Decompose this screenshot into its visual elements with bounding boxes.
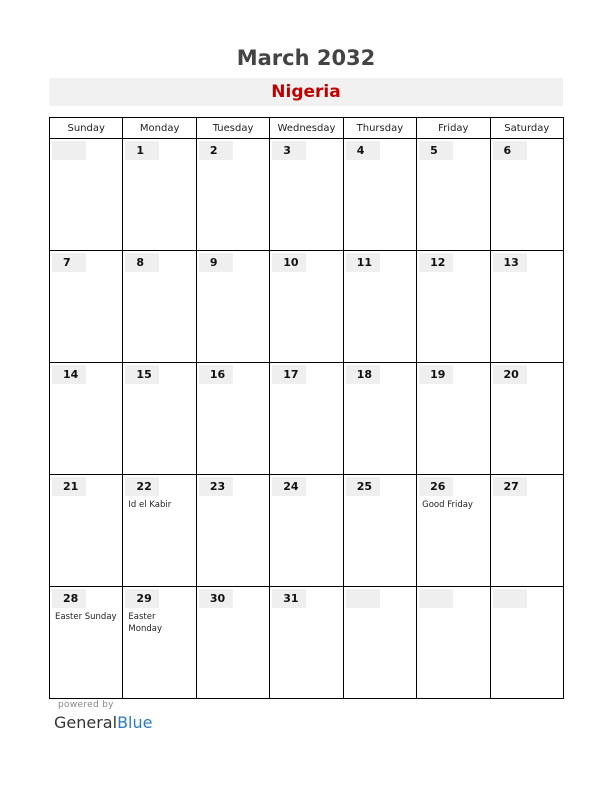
day-cell <box>270 587 343 699</box>
day-cell <box>270 251 343 363</box>
day-cell <box>343 587 416 699</box>
day-cell <box>50 475 123 587</box>
week-row <box>50 251 564 363</box>
day-cell <box>123 139 196 251</box>
day-number: 14 <box>52 365 86 384</box>
day-number: 19 <box>419 365 453 384</box>
week-row <box>50 587 564 699</box>
day-cell <box>123 251 196 363</box>
day-cell <box>417 363 490 475</box>
day-cell <box>343 475 416 587</box>
day-number: 5 <box>419 141 453 160</box>
day-cell <box>50 363 123 475</box>
brand-general-text: General <box>54 713 118 732</box>
day-cell <box>196 139 269 251</box>
day-cell <box>50 587 123 699</box>
day-cell <box>50 139 123 251</box>
day-number: 7 <box>52 253 86 272</box>
day-number <box>52 141 86 160</box>
holiday-label: Easter Monday <box>128 612 162 634</box>
week-row <box>50 139 564 251</box>
day-number: 2 <box>199 141 233 160</box>
day-number: 24 <box>272 477 306 496</box>
day-number: 1 <box>125 141 159 160</box>
day-cell <box>490 251 563 363</box>
day-cell <box>196 363 269 475</box>
day-cell <box>270 363 343 475</box>
day-cell <box>490 475 563 587</box>
day-number <box>346 589 380 608</box>
generalblue-logo[interactable] <box>54 713 152 732</box>
weekday-wednesday: Wednesday <box>270 118 343 139</box>
day-number: 29 <box>125 589 159 608</box>
powered-by-label: powered by <box>58 700 114 710</box>
day-cell <box>343 139 416 251</box>
day-number: 8 <box>125 253 159 272</box>
day-number: 11 <box>346 253 380 272</box>
weekday-friday: Friday <box>417 118 490 139</box>
day-number: 25 <box>346 477 380 496</box>
day-number: 13 <box>493 253 527 272</box>
day-cell <box>490 363 563 475</box>
weekday-thursday: Thursday <box>343 118 416 139</box>
day-number: 18 <box>346 365 380 384</box>
day-cell <box>490 139 563 251</box>
day-cell <box>123 587 196 699</box>
day-cell <box>417 251 490 363</box>
day-number: 31 <box>272 589 306 608</box>
day-number: 30 <box>199 589 233 608</box>
day-cell <box>123 475 196 587</box>
weekday-tuesday: Tuesday <box>196 118 269 139</box>
weekday-header-row <box>50 118 564 139</box>
day-number: 26 <box>419 477 453 496</box>
day-number: 27 <box>493 477 527 496</box>
brand-blue-text: Blue <box>117 713 153 732</box>
calendar-grid <box>49 117 564 699</box>
day-cell <box>270 475 343 587</box>
weekday-monday: Monday <box>123 118 196 139</box>
country-name: Nigeria <box>271 82 341 102</box>
day-cell <box>123 363 196 475</box>
page-title: March 2032 <box>236 46 376 70</box>
weekday-sunday: Sunday <box>50 118 123 139</box>
day-number: 9 <box>199 253 233 272</box>
country-banner <box>49 78 563 106</box>
holiday-label: Easter Sunday <box>55 612 117 622</box>
day-cell <box>417 139 490 251</box>
day-number: 22 <box>125 477 159 496</box>
day-number: 23 <box>199 477 233 496</box>
day-cell <box>196 251 269 363</box>
day-number: 12 <box>419 253 453 272</box>
day-cell <box>50 251 123 363</box>
day-cell <box>196 475 269 587</box>
day-cell <box>343 363 416 475</box>
day-cell <box>490 587 563 699</box>
day-cell <box>196 587 269 699</box>
day-number: 6 <box>493 141 527 160</box>
day-cell <box>417 475 490 587</box>
day-number <box>419 589 453 608</box>
holiday-label: Id el Kabir <box>128 500 172 510</box>
day-number: 17 <box>272 365 306 384</box>
weekday-saturday: Saturday <box>490 118 563 139</box>
holiday-label: Good Friday <box>422 500 473 510</box>
day-cell <box>270 139 343 251</box>
day-number: 20 <box>493 365 527 384</box>
day-number: 10 <box>272 253 306 272</box>
day-number: 16 <box>199 365 233 384</box>
week-row <box>50 475 564 587</box>
day-cell <box>417 587 490 699</box>
day-number: 15 <box>125 365 159 384</box>
day-number: 28 <box>52 589 86 608</box>
day-number <box>493 589 527 608</box>
day-cell <box>343 251 416 363</box>
week-row <box>50 363 564 475</box>
day-number: 3 <box>272 141 306 160</box>
day-number: 4 <box>346 141 380 160</box>
day-number: 21 <box>52 477 86 496</box>
